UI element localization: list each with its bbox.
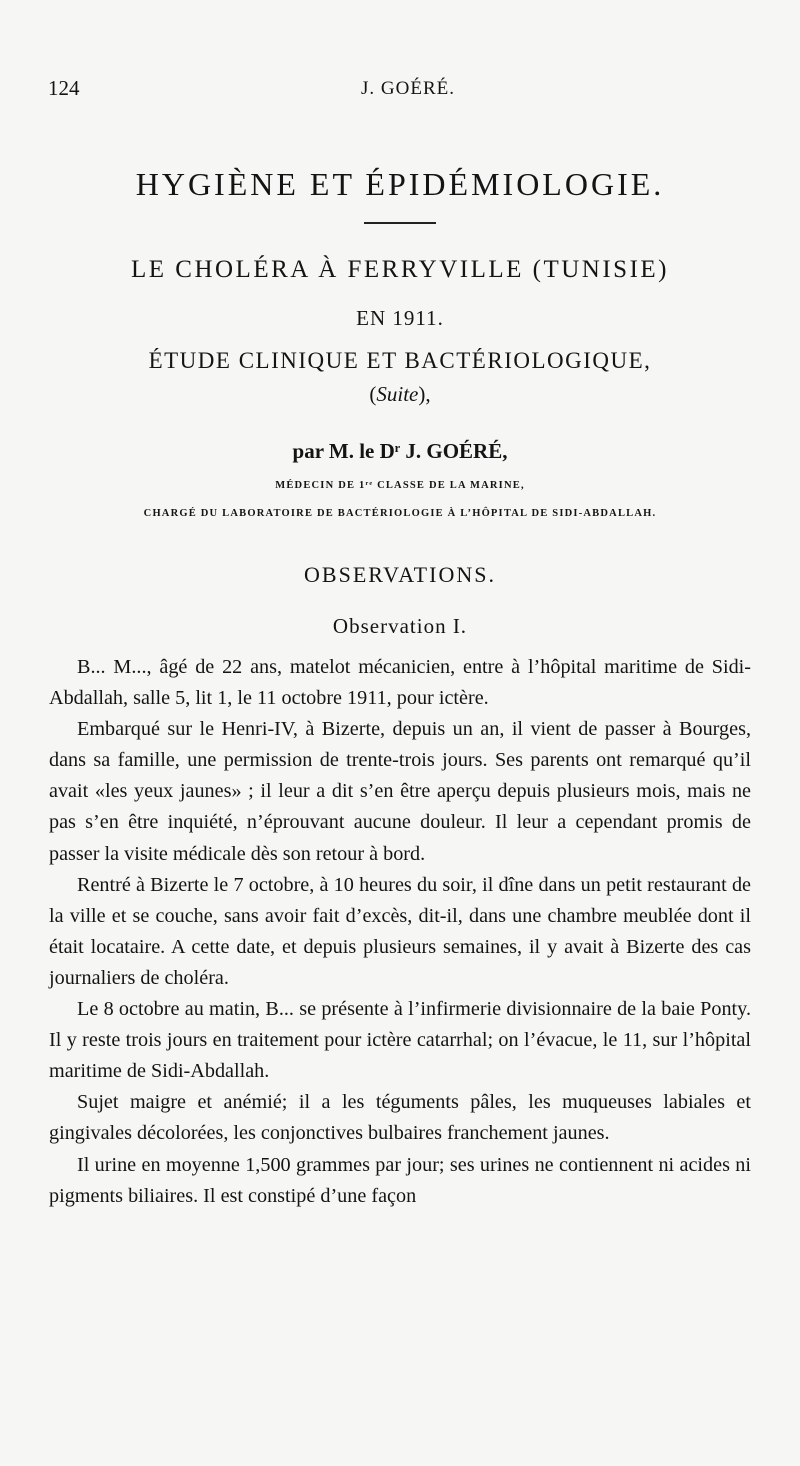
paragraph: Le 8 octobre au matin, B... se présente à l’infirmerie divisionnaire de la baie Ponty. Il y reste trois jours en traitement pour ictère catarrhal; on l’évacue, le 11, sur l’hôpital maritime de Sidi-Abdallah.	[49, 998, 751, 1083]
observations-heading: OBSERVATIONS.	[304, 562, 496, 587]
paragraph: Sujet maigre et anémié; il a les téguments pâles, les muqueuses labiales et gingivales décolorées, les conjonctives bulbaires franchement jaunes.	[49, 1091, 751, 1145]
paragraph: Rentré à Bizerte le 7 octobre, à 10 heures du soir, il dîne dans un petit restaurant de la ville et se couche, sans avoir fait d’excès, dit-il, dans une chambre meublée dont il était locataire. A cette date, et depuis plusieurs semaines, il y avait à Bizerte des cas journaliers de choléra.	[49, 873, 751, 989]
paragraph: Embarqué sur le Henri-IV, à Bizerte, depuis un an, il vient de passer à Bourges, dans sa famille, une permission de trente-trois jours. Ses parents ont remarqué qu’il avait «les yeux jaunes» ; il leur a dit s’en être aperçu depuis plusieurs mois, mais ne pas s’en être inquiété, n’éprouvant aucune douleur. Il leur a cependant promis de passer la visite médicale dès son retour à bord.	[49, 718, 751, 865]
author-affiliation-2: CHARGÉ DU LABORATOIRE DE BACTÉRIOLOGIE À L’HÔPITAL DE SIDI-ABDALLAH.	[143, 508, 657, 519]
suite-label	[0, 382, 800, 407]
author-byline: par M. le Dʳ J. GOÉRÉ,	[292, 439, 508, 463]
suite-open: (	[369, 382, 377, 406]
paragraph: Il urine en moyenne 1,500 grammes par jour; ses urines ne contiennent ni acides ni pigments biliaires. Il est constipé d’une façon	[49, 1153, 751, 1207]
body-text	[49, 652, 751, 1212]
page-number: 124	[48, 76, 80, 100]
paragraph: B... M..., âgé de 22 ans, matelot mécanicien, entre à l’hôpital maritime de Sidi-Abdallah, salle 5, lit 1, le 11 octobre 1911, pour ictère.	[49, 656, 751, 710]
suite-close: ),	[418, 382, 431, 406]
suite-word: Suite	[376, 382, 419, 406]
author-affiliation-1: MÉDECIN DE 1ʳᵉ CLASSE DE LA MARINE,	[275, 480, 525, 491]
running-head	[48, 76, 768, 106]
article-year: EN 1911.	[356, 306, 444, 330]
title-rule	[364, 222, 436, 224]
article-title: LE CHOLÉRA À FERRYVILLE (TUNISIE)	[130, 256, 670, 283]
observation-title: Observation I.	[332, 614, 468, 638]
article-subtitle: ÉTUDE CLINIQUE ET BACTÉRIOLOGIQUE,	[148, 348, 652, 373]
section-title: HYGIÈNE ET ÉPIDÉMIOLOGIE.	[135, 166, 665, 202]
running-author: J. GOÉRÉ.	[361, 78, 455, 99]
